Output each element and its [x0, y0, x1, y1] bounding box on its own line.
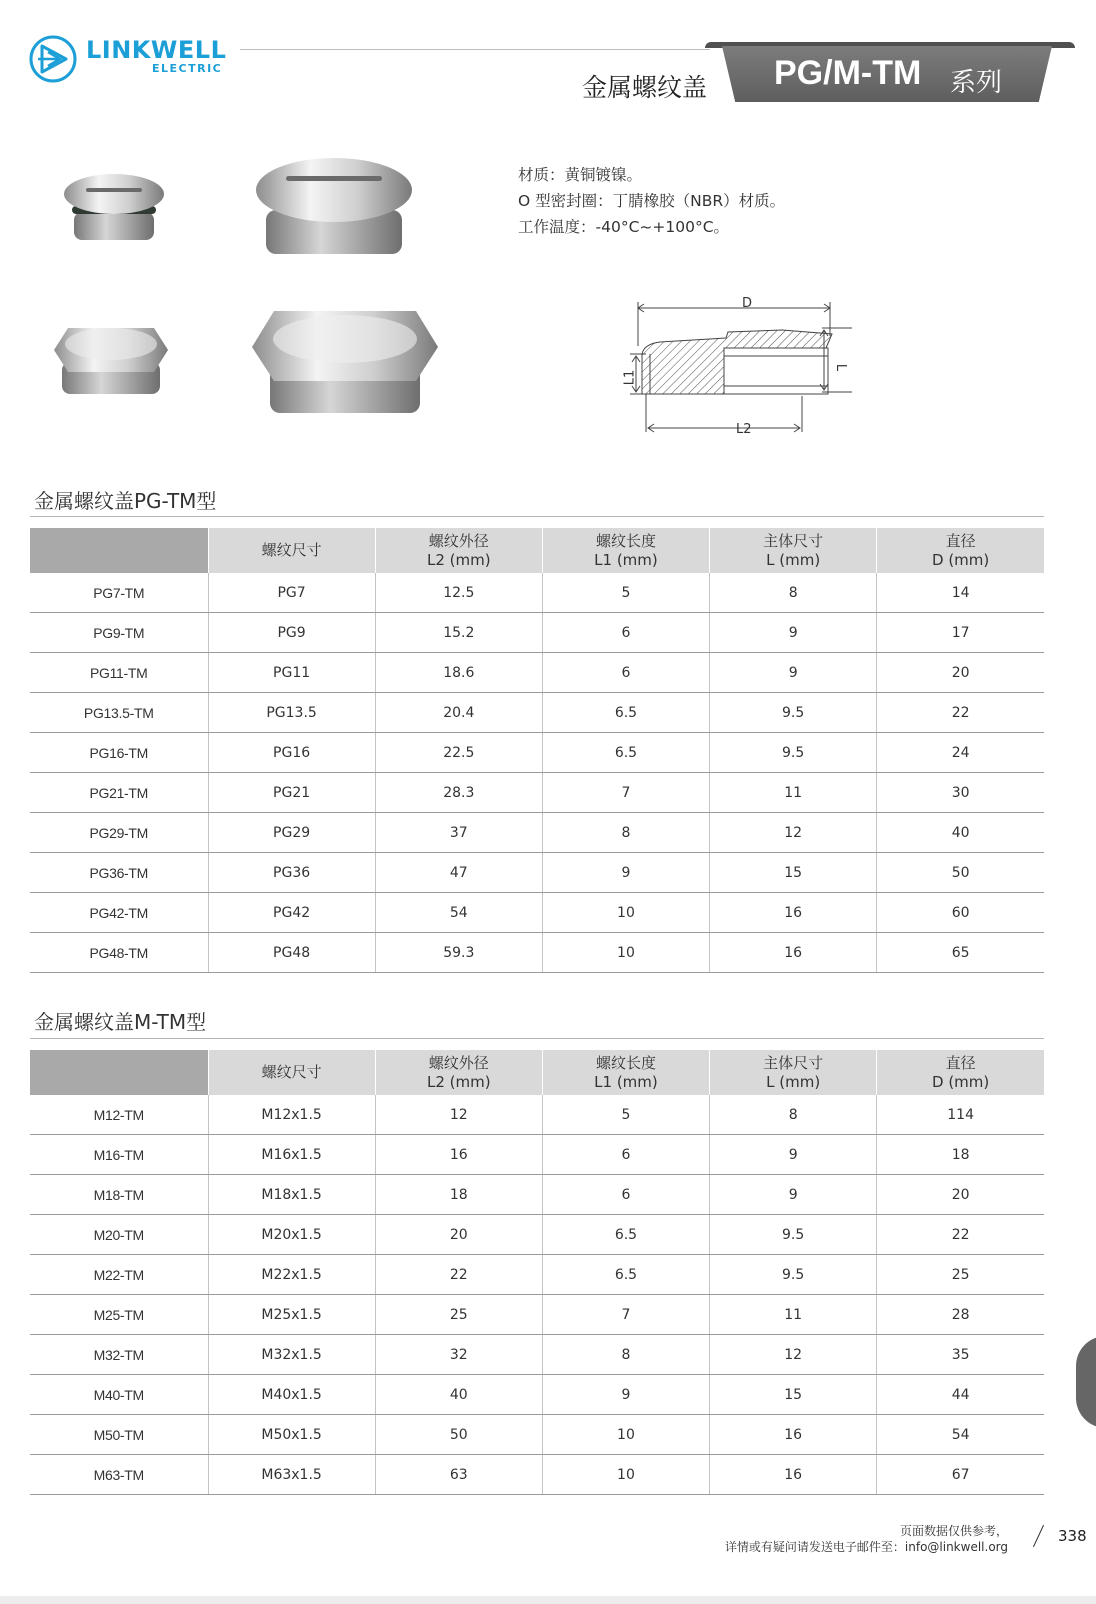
thread-length-cell: 6.5 [542, 1255, 709, 1295]
thread-length-cell: 8 [542, 813, 709, 853]
thread-size-cell: PG21 [208, 773, 375, 813]
diameter-cell: 20 [877, 1175, 1044, 1215]
pg-table-body [30, 573, 1044, 973]
thread-od-cell: 12 [375, 1095, 542, 1135]
header-line: 主体尺寸 [763, 531, 824, 550]
table-row [30, 573, 1044, 613]
header-unit: L1 (mm) [594, 1072, 658, 1091]
body-size-cell: 9.5 [710, 733, 877, 773]
table-header-row [30, 528, 1044, 573]
thread-length-header [542, 1050, 709, 1095]
table-row [30, 653, 1044, 693]
thread-length-cell: 6.5 [542, 693, 709, 733]
thread-length-cell: 7 [542, 1295, 709, 1335]
header-line: 主体尺寸 [763, 1053, 824, 1072]
header-line: 螺纹长度 [595, 531, 656, 550]
thread-size-cell: M32x1.5 [208, 1335, 375, 1375]
model-cell: PG42-TM [30, 893, 208, 933]
page-category: 金属螺纹盖 [582, 73, 708, 102]
table-row [30, 1375, 1044, 1415]
body-size-cell: 11 [710, 1295, 877, 1335]
body-size-cell: 11 [710, 773, 877, 813]
body-size-cell: 16 [710, 1415, 877, 1455]
diameter-cell: 65 [877, 933, 1044, 973]
body-size-cell: 15 [710, 853, 877, 893]
diameter-header [877, 528, 1044, 573]
table-row [30, 933, 1044, 973]
diameter-cell: 17 [877, 613, 1044, 653]
thread-length-cell: 6 [542, 1175, 709, 1215]
body-size-cell: 8 [710, 1095, 877, 1135]
diameter-cell: 14 [877, 573, 1044, 613]
thread-od-cell: 32 [375, 1335, 542, 1375]
header-unit: D (mm) [932, 550, 990, 569]
table-row [30, 813, 1044, 853]
thread-size-cell: PG36 [208, 853, 375, 893]
side-section-tab[interactable] [1076, 1336, 1096, 1428]
thread-size-header: 螺纹尺寸 [208, 528, 375, 573]
diagram-label-l: L [833, 363, 849, 372]
body-size-cell: 9 [710, 1175, 877, 1215]
large-hex-cap-image [248, 303, 442, 421]
body-size-cell: 16 [710, 893, 877, 933]
table-row [30, 1295, 1044, 1335]
bottom-band [0, 1596, 1096, 1604]
body-size-header [710, 528, 877, 573]
thread-length-header [542, 528, 709, 573]
table-row [30, 1095, 1044, 1135]
thread-size-cell: PG7 [208, 573, 375, 613]
thread-length-cell: 6 [542, 1135, 709, 1175]
thread-size-cell: PG42 [208, 893, 375, 933]
thread-size-cell: M22x1.5 [208, 1255, 375, 1295]
header-unit: L2 (mm) [426, 550, 491, 569]
header-divider [240, 49, 710, 50]
thread-size-cell: PG16 [208, 733, 375, 773]
diagram-label-l2: L2 [736, 422, 752, 437]
header-line: 直径 [945, 1053, 976, 1072]
model-cell: M12-TM [30, 1095, 208, 1135]
thread-size-cell: PG9 [208, 613, 375, 653]
brand-name: LINKWELL [86, 36, 227, 64]
table-row [30, 1415, 1044, 1455]
thread-od-cell: 20.4 [375, 693, 542, 733]
thread-od-cell: 20 [375, 1215, 542, 1255]
thread-length-cell: 6 [542, 613, 709, 653]
thread-od-cell: 50 [375, 1415, 542, 1455]
body-size-cell: 12 [710, 1335, 877, 1375]
model-cell: PG48-TM [30, 933, 208, 973]
body-size-header [710, 1050, 877, 1095]
table-row [30, 773, 1044, 813]
small-slotted-cap-image [62, 168, 166, 248]
thread-length-cell: 10 [542, 1455, 709, 1495]
model-cell: PG36-TM [30, 853, 208, 893]
model-cell: M16-TM [30, 1135, 208, 1175]
model-cell: M32-TM [30, 1335, 208, 1375]
diameter-cell: 18 [877, 1135, 1044, 1175]
diameter-cell: 20 [877, 653, 1044, 693]
model-cell: M40-TM [30, 1375, 208, 1415]
thread-od-cell: 25 [375, 1295, 542, 1335]
pg-section-title: 金属螺纹盖PG-TM型 [34, 489, 217, 513]
diameter-cell: 60 [877, 893, 1044, 933]
diameter-cell: 114 [877, 1095, 1044, 1135]
thread-size-cell: M18x1.5 [208, 1175, 375, 1215]
table-row [30, 853, 1044, 893]
body-size-cell: 9 [710, 613, 877, 653]
thread-size-cell: PG48 [208, 933, 375, 973]
thread-size-cell: M20x1.5 [208, 1215, 375, 1255]
table-row [30, 1455, 1044, 1495]
header-unit: D (mm) [932, 1072, 990, 1091]
body-size-cell: 15 [710, 1375, 877, 1415]
thread-length-cell: 6.5 [542, 1215, 709, 1255]
body-size-cell: 9.5 [710, 693, 877, 733]
table-row [30, 1215, 1044, 1255]
thread-length-cell: 10 [542, 1415, 709, 1455]
diameter-cell: 67 [877, 1455, 1044, 1495]
body-size-cell: 9.5 [710, 1215, 877, 1255]
model-cell: PG11-TM [30, 653, 208, 693]
thread-size-cell: M63x1.5 [208, 1455, 375, 1495]
thread-length-cell: 9 [542, 853, 709, 893]
diameter-header [877, 1050, 1044, 1095]
thread-size-cell: M16x1.5 [208, 1135, 375, 1175]
header-unit: L (mm) [766, 550, 821, 569]
large-slotted-cap-image [254, 156, 414, 260]
diagram-label-d: D [742, 296, 753, 311]
thread-length-cell: 5 [542, 573, 709, 613]
diameter-cell: 44 [877, 1375, 1044, 1415]
m-section-rule [30, 1038, 1044, 1039]
body-size-cell: 16 [710, 1455, 877, 1495]
thread-length-cell: 10 [542, 933, 709, 973]
thread-size-cell: M12x1.5 [208, 1095, 375, 1135]
table-row [30, 613, 1044, 653]
thread-od-cell: 37 [375, 813, 542, 853]
header-unit: L2 (mm) [426, 1072, 491, 1091]
diagram-label-l1: L1 [622, 369, 638, 386]
thread-od-cell: 22.5 [375, 733, 542, 773]
thread-size-cell: M40x1.5 [208, 1375, 375, 1415]
diameter-cell: 25 [877, 1255, 1044, 1295]
spec-temperature: 工作温度：-40°C~+100°C。 [518, 218, 730, 236]
thread-size-header: 螺纹尺寸 [208, 1050, 375, 1095]
model-cell: M63-TM [30, 1455, 208, 1495]
thread-size-cell: PG29 [208, 813, 375, 853]
thread-od-cell: 12.5 [375, 573, 542, 613]
small-hex-cap-image [46, 320, 176, 402]
thread-od-header [375, 528, 542, 573]
model-cell: PG16-TM [30, 733, 208, 773]
header-line: 直径 [945, 531, 976, 550]
header-unit: L1 (mm) [594, 550, 658, 569]
spec-material: 材质：黄铜镀镍。 [518, 166, 643, 184]
model-cell: M18-TM [30, 1175, 208, 1215]
spec-seal: O 型密封圈：丁腈橡胶（NBR）材质。 [518, 192, 786, 210]
model-cell: PG21-TM [30, 773, 208, 813]
series-word: 系列 [950, 68, 1003, 98]
body-size-cell: 9.5 [710, 1255, 877, 1295]
diameter-cell: 22 [877, 1215, 1044, 1255]
thread-length-cell: 5 [542, 1095, 709, 1135]
body-size-cell: 16 [710, 933, 877, 973]
footer-contact-text: 详情或有疑问请发送电子邮件至： [724, 1540, 905, 1554]
body-size-cell: 9 [710, 653, 877, 693]
body-size-cell: 8 [710, 573, 877, 613]
thread-od-header [375, 1050, 542, 1095]
table-row [30, 733, 1044, 773]
diameter-cell: 35 [877, 1335, 1044, 1375]
linkwell-logo-icon [28, 34, 78, 84]
thread-od-cell: 16 [375, 1135, 542, 1175]
thread-od-cell: 28.3 [375, 773, 542, 813]
diameter-cell: 22 [877, 693, 1044, 733]
header-line: 螺纹外径 [428, 1053, 489, 1072]
model-cell: PG9-TM [30, 613, 208, 653]
thread-od-cell: 22 [375, 1255, 542, 1295]
thread-length-cell: 9 [542, 1375, 709, 1415]
footer-email-link[interactable]: info@linkwell.org [904, 1540, 1008, 1554]
pg-spec-table [30, 528, 1044, 973]
m-table-body [30, 1095, 1044, 1495]
model-cell: M50-TM [30, 1415, 208, 1455]
table-header-row [30, 1050, 1044, 1095]
footer-slash [1033, 1525, 1044, 1547]
thread-length-cell: 10 [542, 893, 709, 933]
model-column-header [30, 1050, 208, 1095]
thread-od-cell: 54 [375, 893, 542, 933]
table-row [30, 1255, 1044, 1295]
thread-od-cell: 18.6 [375, 653, 542, 693]
header-unit: L (mm) [766, 1072, 821, 1091]
diameter-cell: 24 [877, 733, 1044, 773]
thread-od-cell: 18 [375, 1175, 542, 1215]
model-cell: M20-TM [30, 1215, 208, 1255]
thread-od-cell: 59.3 [375, 933, 542, 973]
header-line: 螺纹长度 [595, 1053, 656, 1072]
thread-size-cell: PG13.5 [208, 693, 375, 733]
thread-size-cell: M50x1.5 [208, 1415, 375, 1455]
thread-length-cell: 6.5 [542, 733, 709, 773]
series-code: PG/M-TM [774, 54, 922, 92]
model-cell: PG13.5-TM [30, 693, 208, 733]
table-row [30, 1135, 1044, 1175]
thread-size-cell: M25x1.5 [208, 1295, 375, 1335]
thread-od-cell: 47 [375, 853, 542, 893]
m-section-title: 金属螺纹盖M-TM型 [34, 1010, 207, 1034]
table-row [30, 693, 1044, 733]
thread-od-cell: 40 [375, 1375, 542, 1415]
model-cell: PG29-TM [30, 813, 208, 853]
brand-sub: ELECTRIC [152, 62, 223, 75]
table-row [30, 1175, 1044, 1215]
diameter-cell: 30 [877, 773, 1044, 813]
model-cell: M22-TM [30, 1255, 208, 1295]
footer-contact [725, 1538, 1008, 1555]
table-row [30, 893, 1044, 933]
m-spec-table [30, 1050, 1044, 1495]
diameter-cell: 54 [877, 1415, 1044, 1455]
thread-size-cell: PG11 [208, 653, 375, 693]
header-line: 螺纹外径 [428, 531, 489, 550]
diameter-cell: 50 [877, 853, 1044, 893]
thread-length-cell: 8 [542, 1335, 709, 1375]
body-size-cell: 9 [710, 1135, 877, 1175]
thread-length-cell: 6 [542, 653, 709, 693]
table-row [30, 1335, 1044, 1375]
footer-disclaimer: 页面数据仅供参考， [899, 1524, 1008, 1538]
diameter-cell: 28 [877, 1295, 1044, 1335]
pg-section-rule [30, 516, 1044, 517]
model-cell: PG7-TM [30, 573, 208, 613]
model-column-header [30, 528, 208, 573]
page-number: 338 [1058, 1527, 1087, 1545]
diameter-cell: 40 [877, 813, 1044, 853]
model-cell: M25-TM [30, 1295, 208, 1335]
thread-od-cell: 63 [375, 1455, 542, 1495]
body-size-cell: 12 [710, 813, 877, 853]
thread-od-cell: 15.2 [375, 613, 542, 653]
thread-length-cell: 7 [542, 773, 709, 813]
